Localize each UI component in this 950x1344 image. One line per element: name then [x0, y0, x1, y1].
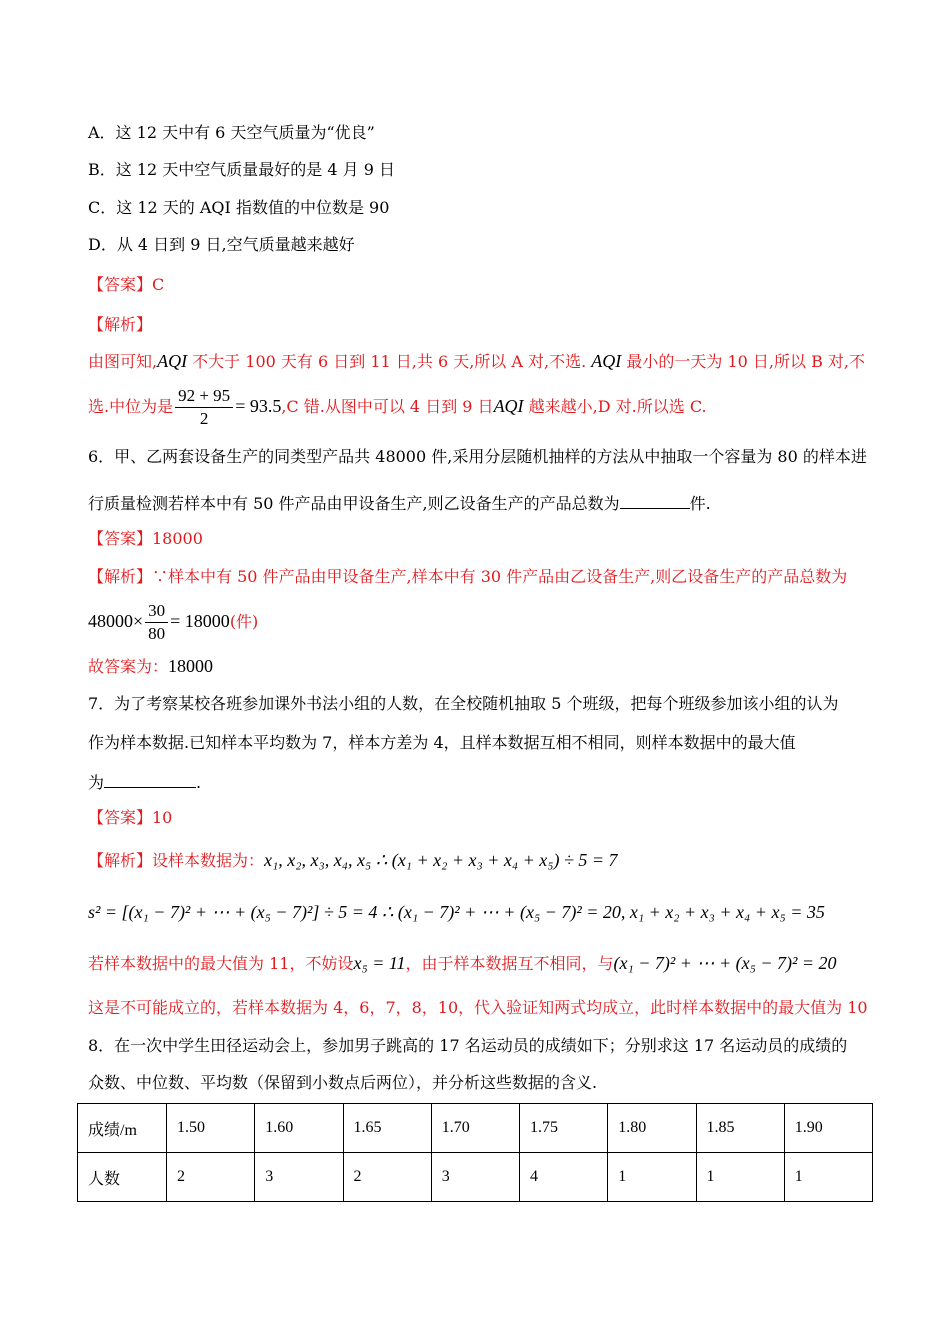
table-cell: 1.65: [343, 1104, 431, 1153]
table-cell: 1.70: [431, 1104, 519, 1153]
q7-line2: 作为样本数据.已知样本平均数为 7，样本方差为 4，且样本数据互相不相同，则样本数据中的最大值: [88, 733, 796, 752]
q7-answer: 【答案】10: [88, 808, 173, 827]
table-cell: 3: [431, 1153, 519, 1202]
q6-line2: [88, 490, 711, 516]
q7-line3: [88, 769, 201, 795]
aqi-symbol: AQI: [493, 396, 524, 416]
scores-table: [77, 1103, 873, 1202]
q5-analysis-line2: [88, 383, 707, 430]
option-b: B．这 12 天中空气质量最好的是 4 月 9 日: [88, 160, 395, 179]
q7-eq1: x₁, x₂, x₃, x₄, x₅ ∴ (x₁ + x₂ + x₃ + x₄ + x₅) ÷ 5 = 7: [264, 850, 618, 870]
q5-line1-b: 不大于 100 天有 6 日到 11 日,共 6 天,所以 A 对,不选.: [187, 352, 587, 371]
table-row: [78, 1153, 873, 1202]
table-cell: 2: [167, 1153, 255, 1202]
table-cell: 1: [608, 1153, 696, 1202]
q8-line1: 8．在一次中学生田径运动会上，参加男子跳高的 17 名运动员的成绩如下；分别求这 17 名运动员的成绩的: [88, 1036, 848, 1055]
q7-line4-eq: x₅ = 11: [353, 953, 406, 973]
q7-analysis-label: 【解析】设样本数据为：: [88, 851, 265, 870]
q6-calc-b: = 18000: [170, 611, 230, 631]
q7-line5: 这是不可能成立的，若样本数据为 4，6，7，8，10，代入验证知两式均成立，此时样本数据中的最大值为 10: [88, 998, 868, 1017]
table-cell: 1.90: [784, 1104, 872, 1153]
q5-line2-a: 选.中位为是: [88, 397, 174, 416]
q7-line3-text: 为: [88, 773, 105, 792]
table-cell: 1.60: [255, 1104, 343, 1153]
q6-answer: 【答案】18000: [88, 529, 203, 548]
q6-final: [88, 654, 213, 679]
q5-line2-b: ,C 错.从图中可以 4 日到 9 日: [281, 397, 494, 416]
option-d: D．从 4 日到 9 日,空气质量越来越好: [88, 235, 355, 254]
table-cell: 1: [696, 1153, 784, 1202]
option-c: C．这 12 天的 AQI 指数值的中位数是 90: [88, 198, 390, 217]
q7-eq2: s² = [(x₁ − 7)² + ⋯ + (x₅ − 7)²] ÷ 5 = 4 ∴ (x₁ − 7)² + ⋯ + (x₅ − 7)² = 20, x₁ + x₂ + x₃ + x₄ + x₅ = 35: [88, 902, 825, 922]
q5-analysis-line1: [88, 349, 865, 374]
q6-calc-unit: (件): [229, 612, 259, 631]
table-cell: 人数: [78, 1153, 167, 1202]
table-cell: 1.85: [696, 1104, 784, 1153]
q5-analysis-label: 【解析】: [88, 315, 153, 334]
table-cell: 1.75: [520, 1104, 608, 1153]
table-cell: 1.50: [167, 1104, 255, 1153]
fraction-numerator: 92 + 95: [175, 385, 233, 408]
q5-answer: 【答案】C: [88, 275, 165, 294]
q6-line2-text: 行质量检测若样本中有 50 件产品由甲设备生产,则乙设备生产的产品总数为: [88, 494, 620, 513]
q7-analysis: [88, 848, 618, 873]
q7-line4-a: 若样本数据中的最大值为 11，不妨设: [88, 954, 354, 973]
ratio-fraction: [145, 600, 168, 645]
q7-line4: [88, 951, 837, 976]
aqi-symbol: AQI: [157, 351, 188, 371]
q6-line1: 6．甲、乙两套设备生产的同类型产品共 48000 件,采用分层随机抽样的方法从中抽取一个容量为 80 的样本进: [88, 447, 867, 466]
answer-blank: [620, 490, 690, 509]
table-cell: 2: [343, 1153, 431, 1202]
q7-eq2-line: [88, 900, 825, 925]
q5-line1-a: 由图可知,: [88, 352, 158, 371]
table-row: [78, 1104, 873, 1153]
q7-line3-end: .: [196, 773, 202, 792]
table-cell: 成绩/m: [78, 1104, 167, 1153]
q6-final-value: 18000: [168, 656, 214, 676]
q6-line2-end: 件.: [689, 494, 711, 513]
answer-blank: [104, 769, 196, 788]
table-cell: 4: [520, 1153, 608, 1202]
q6-final-label: 故答案为：: [88, 657, 169, 676]
q6-calc-a: 48000×: [88, 611, 144, 631]
q8-line2: 众数、中位数、平均数（保留到小数点后两位），并分析这些数据的含义.: [88, 1073, 598, 1092]
table-cell: 1.80: [608, 1104, 696, 1153]
q7-line4-b: ，由于样本数据互不相同，与: [405, 954, 614, 973]
median-fraction: [175, 385, 233, 430]
option-a: A．这 12 天中有 6 天空气质量为“优良”: [88, 123, 375, 142]
q7-line1: 7．为了考察某校各班参加课外书法小组的人数，在全校随机抽取 5 个班级，把每个班级参加该小组的认为: [88, 694, 839, 713]
median-value: = 93.5: [235, 396, 282, 416]
fraction-numerator: 30: [145, 600, 168, 623]
q6-analysis: 【解析】∵样本中有 50 件产品由甲设备生产,样本中有 30 件产品由乙设备生产,则乙设备生产的产品总数为: [88, 567, 848, 586]
fraction-denominator: 80: [148, 624, 166, 643]
table-cell: 3: [255, 1153, 343, 1202]
fraction-denominator: 2: [199, 409, 209, 428]
q5-line1-c: 最小的一天为 10 日,所以 B 对,不: [621, 352, 866, 371]
q5-line2-c: 越来越小,D 对.所以选 C.: [523, 397, 707, 416]
q7-line4-eq2: (x₁ − 7)² + ⋯ + (x₅ − 7)² = 20: [613, 953, 837, 973]
aqi-symbol: AQI: [591, 351, 622, 371]
q6-calc: [88, 598, 258, 645]
table-cell: 1: [784, 1153, 872, 1202]
